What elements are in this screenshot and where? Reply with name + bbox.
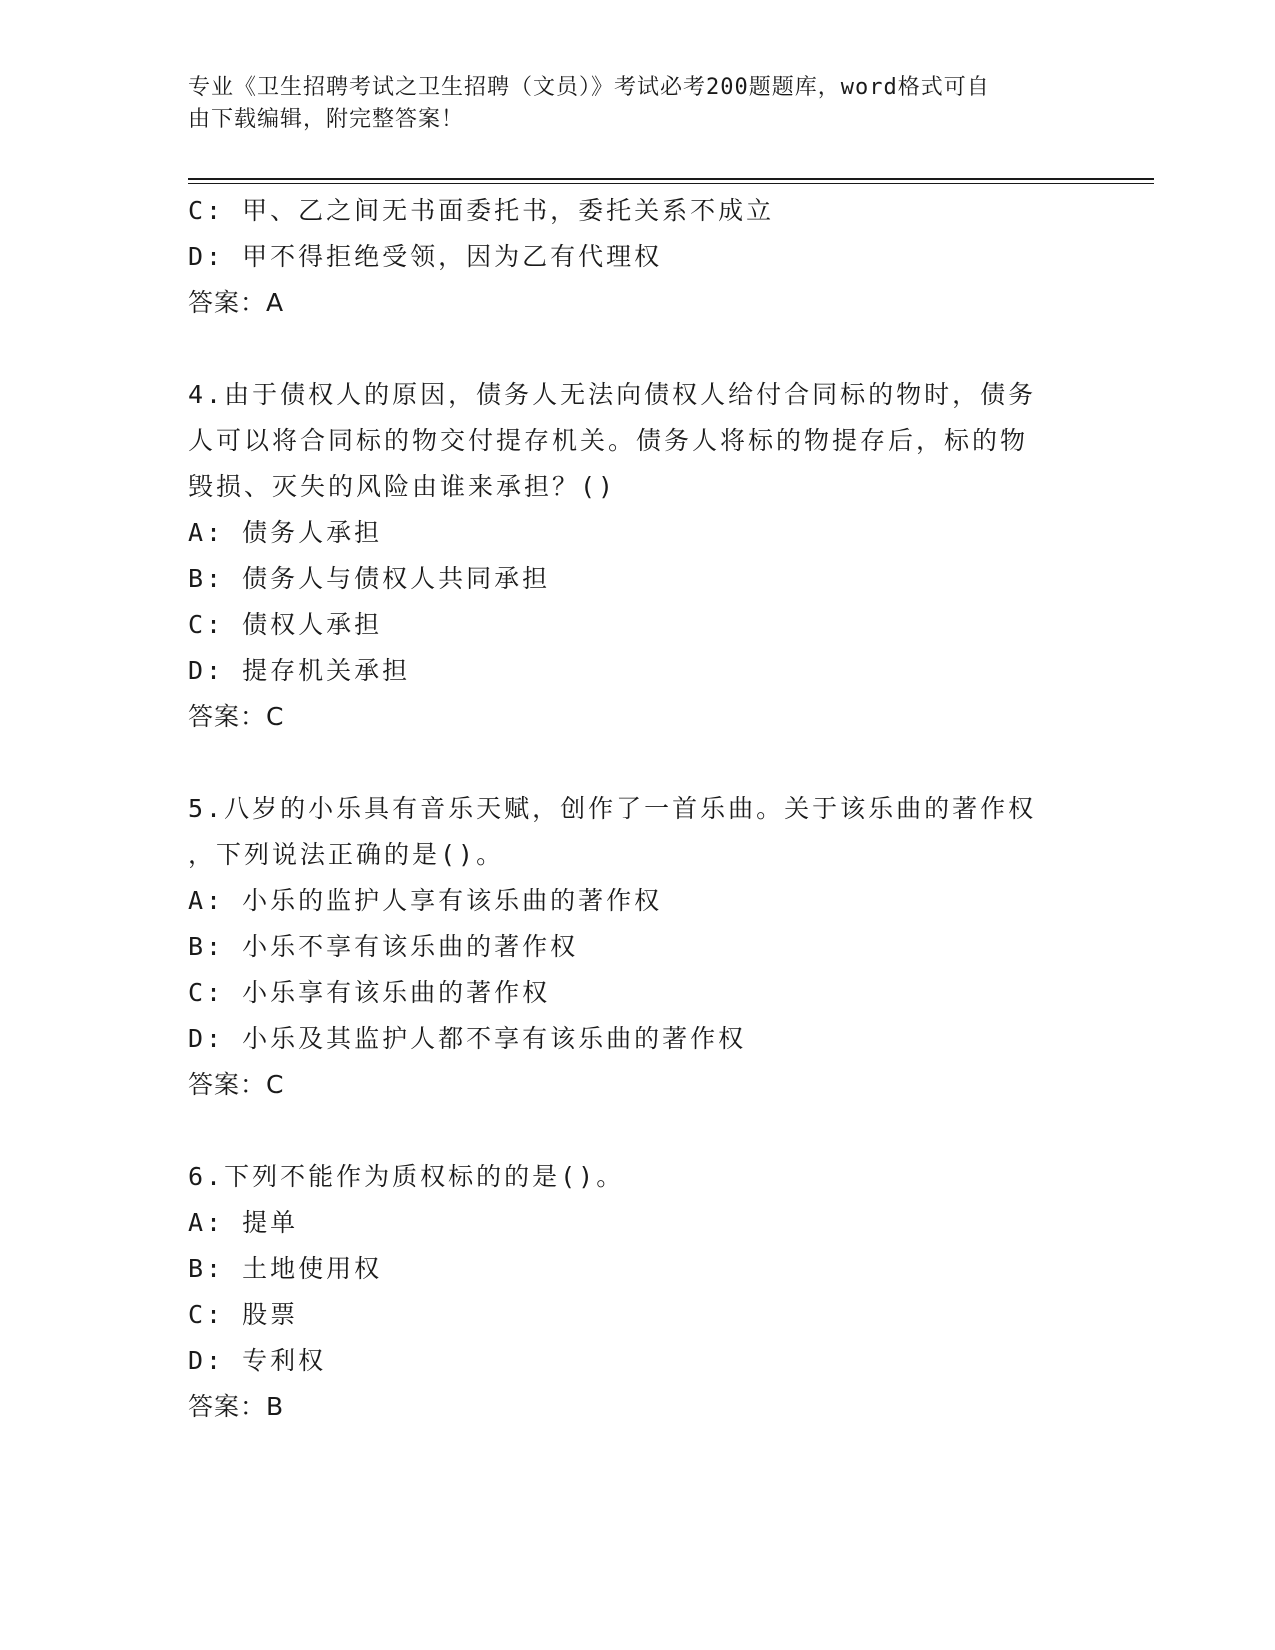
option-b: B: 土地使用权 — [188, 1254, 383, 1283]
question-6 — [188, 1154, 1068, 1430]
question-stem: ，下列说法正确的是()。 — [188, 840, 505, 869]
option-a: A: 债务人承担 — [188, 518, 383, 547]
option-b: B: 小乐不享有该乐曲的著作权 — [188, 932, 579, 961]
option-c: C: 股票 — [188, 1300, 299, 1329]
question-4 — [188, 372, 1068, 740]
option-d: D: 小乐及其监护人都不享有该乐曲的著作权 — [188, 1024, 747, 1053]
question-stem: 毁损、灭失的风险由谁来承担？() — [188, 472, 617, 501]
option-a: A: 小乐的监护人享有该乐曲的著作权 — [188, 886, 663, 915]
option-d: D: 甲不得拒绝受领，因为乙有代理权 — [188, 242, 663, 271]
option-c: C: 小乐享有该乐曲的著作权 — [188, 978, 551, 1007]
option-c: C: 甲、乙之间无书面委托书，委托关系不成立 — [188, 196, 775, 225]
header-rule-thin — [188, 183, 1154, 184]
answer: 答案：B — [188, 1392, 285, 1421]
spacer — [188, 740, 1068, 786]
question-stem: 5.八岁的小乐具有音乐天赋，创作了一首乐曲。关于该乐曲的著作权 — [188, 794, 1037, 823]
answer: 答案：C — [188, 1070, 285, 1099]
header-line-2: 由下载编辑，附完整答案！ — [188, 107, 465, 132]
question-3 — [188, 188, 1068, 326]
header-line-1: 专业《卫生招聘考试之卫生招聘（文员）》考试必考200题题库，word格式可自 — [188, 75, 990, 100]
question-5 — [188, 786, 1068, 1108]
header-rule-thick — [188, 178, 1154, 180]
answer: 答案：C — [188, 702, 285, 731]
option-d: D: 提存机关承担 — [188, 656, 411, 685]
question-list — [188, 188, 1068, 1430]
spacer — [188, 1108, 1068, 1154]
question-stem: 4.由于债权人的原因，债务人无法向债权人给付合同标的物时，债务 — [188, 380, 1037, 409]
spacer — [188, 326, 1068, 372]
document-header — [188, 72, 1068, 136]
option-d: D: 专利权 — [188, 1346, 327, 1375]
option-b: B: 债务人与债权人共同承担 — [188, 564, 551, 593]
answer: 答案：A — [188, 288, 285, 317]
option-a: A: 提单 — [188, 1208, 299, 1237]
question-stem: 人可以将合同标的物交付提存机关。债务人将标的物提存后，标的物 — [188, 426, 1029, 455]
question-stem: 6.下列不能作为质权标的的是()。 — [188, 1162, 625, 1191]
option-c: C: 债权人承担 — [188, 610, 383, 639]
